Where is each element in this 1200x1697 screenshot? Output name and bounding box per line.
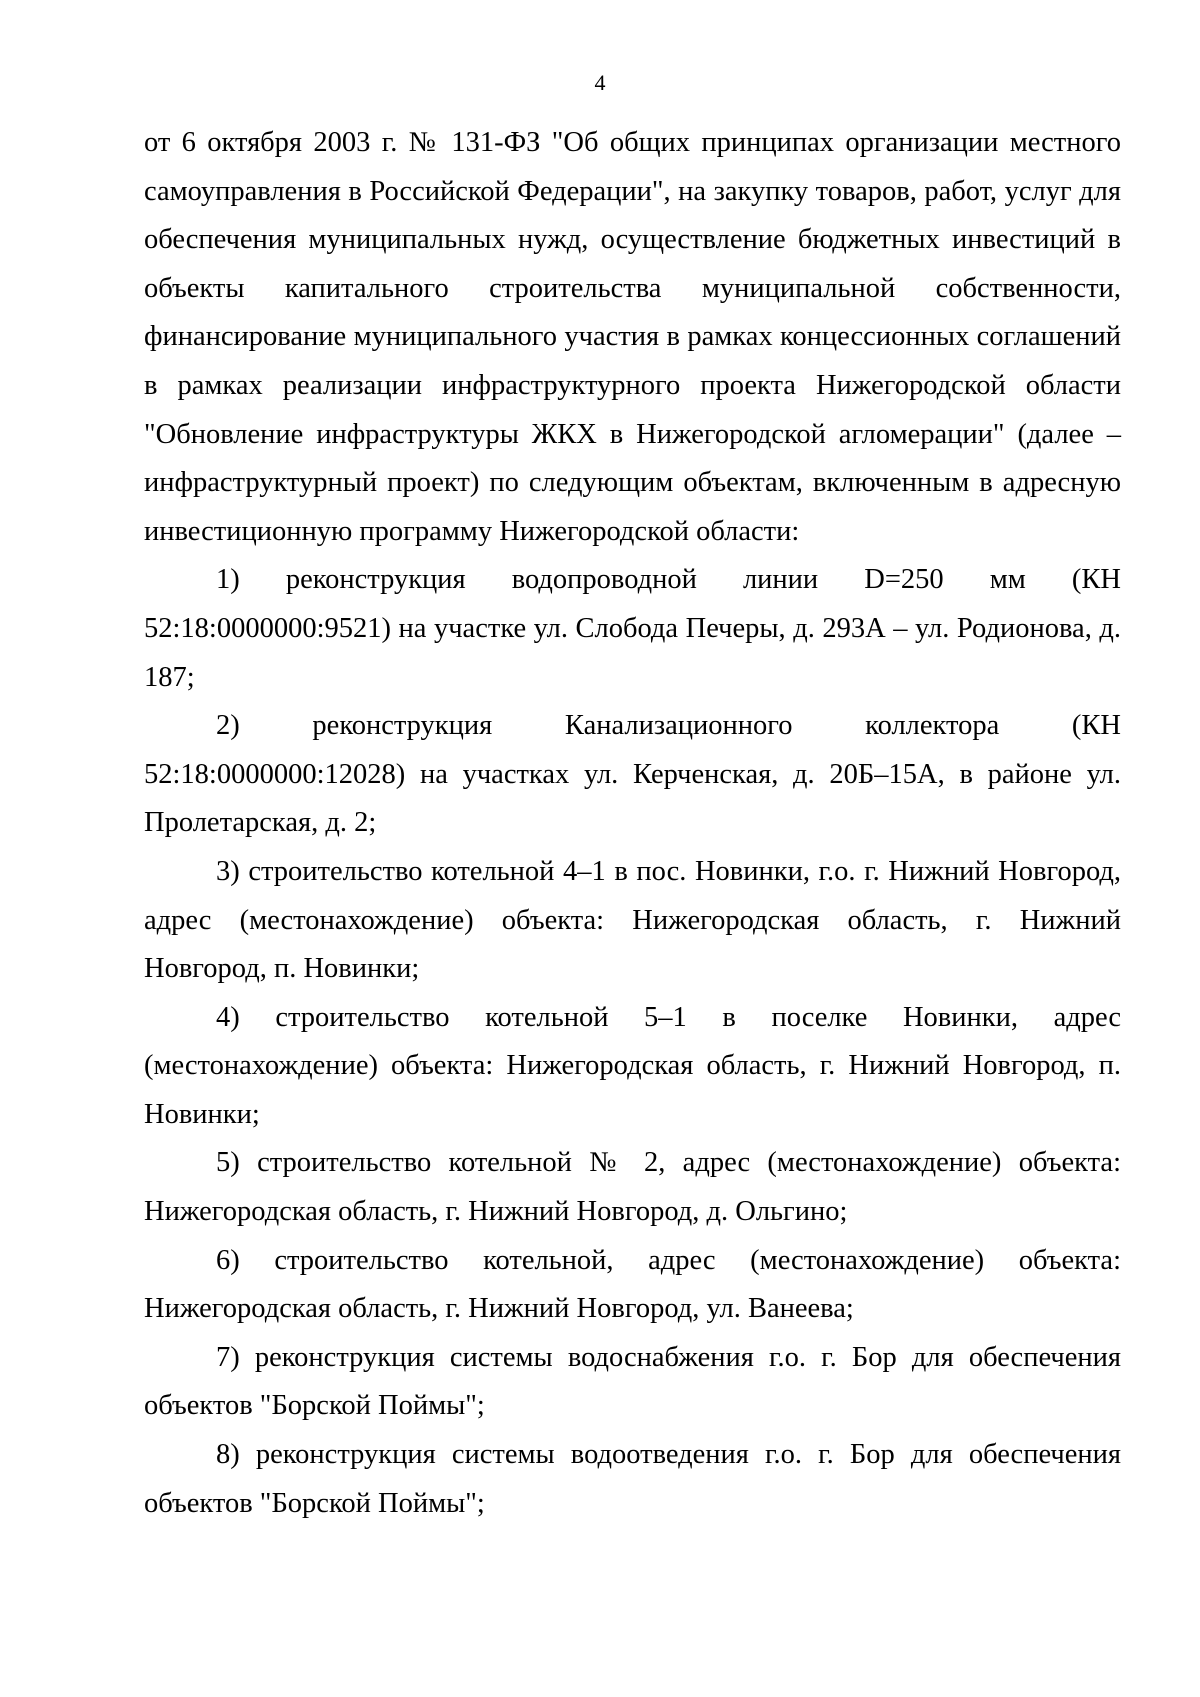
- intro-paragraph: от 6 октября 2003 г. № 131-ФЗ "Об общих принципах организации местного самоуправления в Российской Федерации", на закупку товаров, работ, услуг для обеспечения муниципальных нужд, осуществление бюджетных инвестиций в объекты капитального строительства муниципальной собственности, финансирование муниципального участия в рамках концессионных соглашений в рамках реализации инфраструктурного проекта Нижегородской области "Обновление инфраструктуры ЖКХ в Нижегородской агломерации" (далее – инфраструктурный проект) по следующим объектам, включенным в адресную инвестиционную программу Нижегородской области:: [144, 127, 1121, 547]
- list-item-7: 7) реконструкция системы водоснабжения г.о. г. Бор для обеспечения объектов "Борской Поймы";: [144, 1341, 1121, 1422]
- list-item-1: 1) реконструкция водопроводной линии D=250 мм (КН 52:18:0000000:9521) на участке ул. Слобода Печеры, д. 293А – ул. Родионова, д. 187;: [144, 564, 1121, 693]
- list-item-4: 4) строительство котельной 5–1 в поселке Новинки, адрес (местонахождение) объекта: Нижегородская область, г. Нижний Новгород, п. Новинки;: [144, 1001, 1121, 1130]
- document-body: [144, 119, 1121, 1528]
- list-item-2: 2) реконструкция Канализационного коллектора (КН 52:18:0000000:12028) на участках ул. Керченская, д. 20Б–15А, в районе ул. Пролетарская, д. 2;: [144, 710, 1121, 839]
- page-number: 4: [594, 70, 606, 95]
- list-item-3: 3) строительство котельной 4–1 в пос. Новинки, г.о. г. Нижний Новгород, адрес (местонахождение) объекта: Нижегородская область, г. Нижний Новгород, п. Новинки;: [144, 855, 1121, 985]
- list-item-6: 6) строительство котельной, адрес (местонахождение) объекта: Нижегородская область, г. Нижний Новгород, ул. Ванеева;: [144, 1244, 1121, 1325]
- list-item-5: 5) строительство котельной № 2, адрес (местонахождение) объекта: Нижегородская область, г. Нижний Новгород, д. Ольгино;: [144, 1147, 1121, 1228]
- list-item-8: 8) реконструкция системы водоотведения г.о. г. Бор для обеспечения объектов "Борской Поймы";: [144, 1439, 1121, 1519]
